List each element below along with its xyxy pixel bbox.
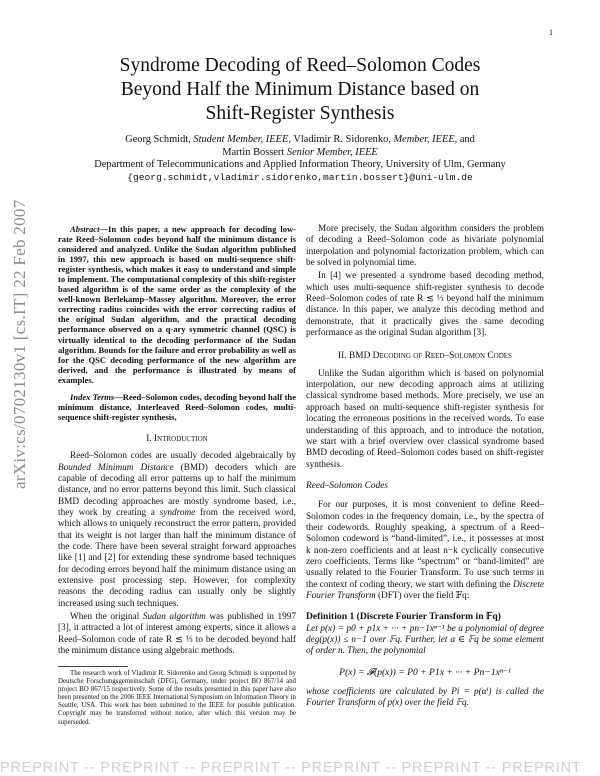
- rs-codes-emph-dft: Discrete Fourier Transform: [306, 579, 544, 601]
- index-terms-text: —Reed–Solomon codes, decoding beyond half the minimum distance, Interleaved Reed–Solomon codes, multi-sequence shift-register synthesis,: [58, 391, 296, 422]
- title-line-3: Shift-Register Synthesis: [205, 103, 395, 124]
- author-1-role: Student Member, IEEE: [193, 134, 289, 145]
- page-number: 1: [549, 28, 553, 37]
- definition-text: Let p(x) = p0 + p1x + ··· + pn−1xⁿ⁻¹ be a polynomial of degree deg(p(x)) ≤ n−1 over 𝔽q. Further, let α ∈ 𝔽q be some element of order n. Then, the polynomial: [306, 623, 544, 657]
- fourier-equation: P(x) = 𝓕(p(x)) = P0 + P1x + ··· + Pn−1xⁿ⁻¹: [339, 666, 511, 678]
- intro-paragraph-1: [58, 451, 296, 610]
- author-3-name: Martin Bossert: [222, 146, 285, 158]
- author-2-name: , Vladimir R. Sidorenko,: [288, 134, 391, 145]
- author-emails: {georg.schmidt,vladimir.sidorenko,martin.bossert}@uni-ulm.de: [127, 171, 473, 183]
- index-terms-label: Index Terms: [70, 391, 115, 402]
- intro-paragraph-2: [58, 612, 296, 657]
- paper-title: [40, 54, 560, 126]
- intro-p1-text-b: (BMD) decoders which are capable of decoding all error patterns up to half the minimum distance, and no error patterns beyond this limit. Such classical BMD decoding approaches are mostly syndrome based, i.e., they work by creating a: [58, 462, 296, 518]
- preprint-watermark: PREPRINT -- PREPRINT -- PREPRINT -- PREPRINT -- PREPRINT -- PREPRINT: [0, 760, 582, 776]
- section-2-paragraph: Unlike the Sudan algorithm which is based on polynomial interpolation, our new decoding approach aims at utilizing classical syndrome based methods. More precisely, we use an approach based on multi-sequence shift-register synthesis for locating the erroneous positions in the received words. To ease understanding of this approach, and to introduce the notation, we start with a brief overview over classical syndrome based BMD decoding of Reed–Solomon codes based on shift-register synthesis.: [306, 368, 544, 470]
- title-line-1: Syndrome Decoding of Reed–Solomon Codes: [119, 55, 481, 76]
- rs-codes-text-b: (DFT) over the field 𝔽q:: [375, 590, 470, 601]
- index-terms: [58, 392, 296, 422]
- intro-p2-text-a: When the original: [70, 612, 143, 623]
- rs-codes-paragraph: [306, 500, 544, 602]
- intro-p1-text-a: Reed–Solomon codes are usually decoded algebraically by: [70, 451, 296, 462]
- author-1-name: Georg Schmidt,: [125, 134, 191, 145]
- abstract-label: Abstract—: [70, 224, 108, 234]
- author-2-role: Member, IEEE: [393, 134, 455, 145]
- subsection-heading: Reed–Solomon Codes: [306, 480, 389, 491]
- author-line-1: [40, 134, 560, 147]
- author-and: , and: [454, 134, 475, 145]
- rs-codes-text-a: For our purposes, it is most convenient to define Reed–Solomon codes in the frequency domain, i.e., by the spectra of their codewords. Roughly speaking, a spectrum of a Reed–Solomon codeword is “band-limited”, i.e., it possesses at most k non-zero coefficients and at least n−k cyclically consecutive zero coefficients. Terms like “spectrum” or “band-limited” are usually related to the Fourier Transform. To use such terms in the context of coding theory, we start with defining the: [306, 500, 544, 590]
- right-paragraph-2: In [4] we presented a syndrome based decoding method, which uses multi-sequence shift-register synthesis to decode Reed–Solomon codes of rate R ≲ ⅓ beyond half the minimum distance. In this paper, we analyze this decoding method and demonstrate, that it practically gives the same decoding performance as the original Sudan algorithm [3].: [306, 271, 544, 339]
- abstract: [58, 224, 296, 385]
- intro-p2-emph-sudan: Sudan algorithm: [142, 612, 206, 623]
- right-column: [306, 224, 544, 710]
- title-line-2: Beyond Half the Minimum Distance based on: [120, 79, 480, 100]
- footnote: [58, 670, 296, 727]
- abstract-text: In this paper, a new approach for decoding low-rate Reed–Solomon codes beyond half the minimum distance is considered and analyzed. Unlike the Sudan algorithm published in 1997, this new approach is based on multi-sequence shift-register synthesis, which makes it easy to understand and simple to implement. The computational complexity of this shift-register based algorithm is of the same order as the complexity of the well-known Berlekamp–Massey algorithm. Moreover, the error correcting radius coincides with the error correcting radius of the original Sudan algorithm, and the practical decoding performance observed on a q-ary symmetric channel (QSC) is virtually identical to the decoding performance of the Sudan algorithm. Bounds for the failure and error probability as well as for the QSC decoding performance of the new algorithm are derived, and the performance is illustrated by means of examples.: [58, 224, 296, 385]
- intro-p1-emph-syndrome: syndrome: [159, 507, 196, 518]
- section-1-heading: I. Introduction: [146, 433, 208, 444]
- author-3-role: Senior Member, IEEE: [286, 146, 378, 158]
- intro-p1-text-c: from the received word, which allows to uniquely reconstruct the error pattern, provided that its weight is not larger than half the minimum distance of the code. There have been several straight forward approaches like [1] and [2] for extending these syndrome based techniques for decoding errors beyond half the minimum distance using an extensive post processing step. However, for complexity reasons the decoding radius can usually only be slightly increased using such techniques.: [58, 507, 296, 609]
- footnote-rule: [58, 666, 128, 667]
- intro-p1-emph-bmd: Bounded Minimum Distance: [58, 462, 174, 473]
- section-2-heading: II. BMD Decoding of Reed–Solomon Codes: [338, 351, 512, 362]
- author-line-2: [40, 147, 560, 160]
- definition-after: whose coefficients are calculated by Pi = p(αⁱ) is called the Fourier Transform of p(x) over the field 𝔽q.: [306, 687, 544, 709]
- affiliation: Department of Telecommunications and Applied Information Theory, University of Ulm, Germany: [94, 159, 506, 171]
- left-column: [58, 224, 296, 657]
- intro-p2-text-b: was published in 1997 [3], it attracted a lot of interest among experts, since it allows a Reed–Solomon code of rate R ≲ ⅓ to be decoded beyond half the minimum distance using algebraic methods.: [58, 612, 296, 657]
- author-block: [40, 134, 560, 184]
- definition-heading: Definition 1 (Discrete Fourier Transform in 𝔽q): [306, 611, 501, 623]
- right-paragraph-1: More precisely, the Sudan algorithm considers the problem of decoding a Reed–Solomon code as bivariate polynomial interpolation and polynomial factorization problem, which can be solved in polynomial time.: [306, 224, 544, 269]
- arxiv-stamp: arXiv:cs/0702130v1 [cs.IT] 22 Feb 2007: [10, 199, 29, 489]
- footnote-text: The research work of Vladimir R. Sidorenko and Georg Schmidt is supported by Deutsche Forschungsgemeinschaft (DFG), Germany, under project BO 867/14 and project BO 867/15 respectively. Some of the results presented in this paper have also been presented on the 2006 IEEE International Symposium on Information Theory in Seattle, USA. This work has been submitted to the IEEE for possible publication. Copyright may be transferred without notice, after which this version may be superseded.: [58, 670, 296, 726]
